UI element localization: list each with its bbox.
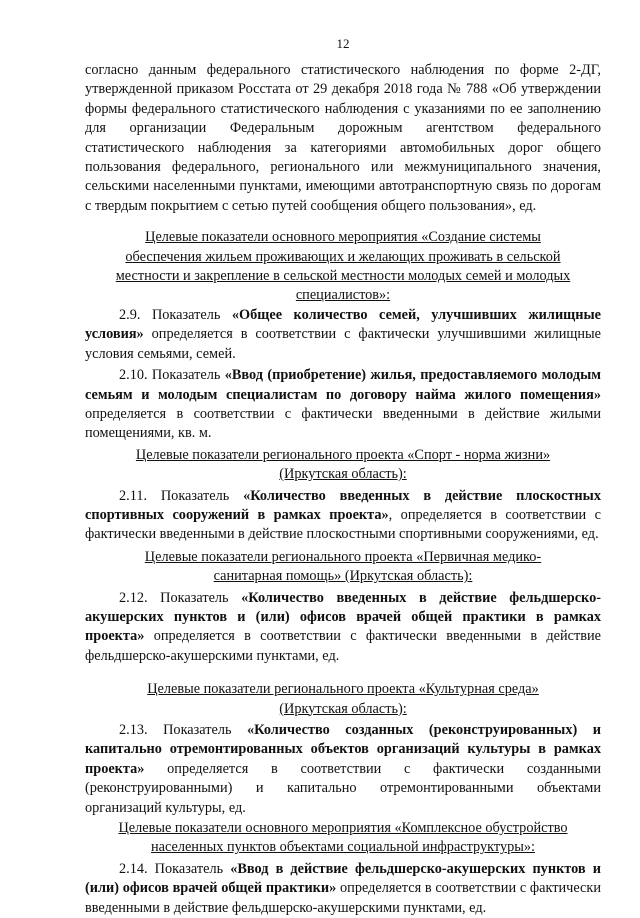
section-heading-medical: Целевые показатели регионального проекта «Первичная медико- санитарная помощь» (Иркутская область): (144, 548, 542, 585)
intro-paragraph: согласно данным федерального статистического наблюдения по форме 2-ДГ, утвержденной приказом Росстата от 29 декабря 2018 года № 788 «Об утверждении формы федерального статистического наблюдения с указаниями по ее заполнению для организации Федеральным дорожным агентством федерального статистического наблюдения за категориями автомобильных дорог общего пользования федерального, регионального или межмуниципального значения, сельскими населенными пунктами, имеющими автотранспортную связь по дорогам с твердым покрытием с сетью путей сообщения общего пользования», ед. (85, 62, 601, 214)
indicator-2-13: 2.13. Показатель «Количество созданных (реконструированных) и капитально отремонтированных объектов организаций культуры в рамках проекта» определяется в соответствии с фактически созданными (реконструированными) и капитально отремонтированными объектами организаций культуры, ед. (85, 722, 601, 816)
indicator-2-10: 2.10. Показатель «Ввод (приобретение) жилья, предоставляемого молодым семьям и молодым специалистам по договору найма жилого помещения» определяется в соответствии с фактически введенными в действие жилыми помещениями, кв. м. (85, 367, 601, 442)
section-heading-sport: Целевые показатели регионального проекта «Спорт - норма жизни» (Иркутская область): (135, 446, 551, 483)
section-heading-culture: Целевые показатели регионального проекта «Культурная среда» (Иркутская область): (147, 681, 539, 717)
indicator-2-11: 2.11. Показатель «Количество введенных в действие плоскостных спортивных сооружений в рамках проекта», определяется в соответствии с фактически введенными в действие плоскостными спортивными сооружениями, ед. (85, 487, 601, 543)
indicator-2-9: 2.9. Показатель «Общее количество семей, улучшивших жилищные условия» определяется в соответствии с фактически улучшившими жилищные условия семьями, семей. (85, 306, 601, 362)
page-number: 12 (336, 36, 350, 51)
section-heading-infrastructure: Целевые показатели основного мероприятия «Комплексное обустройство населенных пунктов объектами социальной инфраструктуры»: (118, 820, 568, 856)
indicator-2-14: 2.14. Показатель «Ввод в действие фельдшерско-акушерских пунктов и (или) офисов врачей общей практики» определяется в соответствии с фактически введенными в действие фельдшерско-акушерскими пунктами, ед. (85, 860, 601, 916)
document-body (85, 61, 601, 918)
section-heading-housing: Целевые показатели основного мероприятия «Создание системы обеспечения жильем проживающих и желающих проживать в сельской местности и закрепление в сельской местности молодых семей и молодых специалистов»: (115, 229, 571, 304)
indicator-2-12: 2.12. Показатель «Количество введенных в действие фельдшерско-акушерских пунктов и (или) офисов врачей общей практики в рамках проекта» определяется в соответствии с фактически введенными в действие фельдшерско-акушерскими пунктами, ед. (85, 589, 602, 664)
